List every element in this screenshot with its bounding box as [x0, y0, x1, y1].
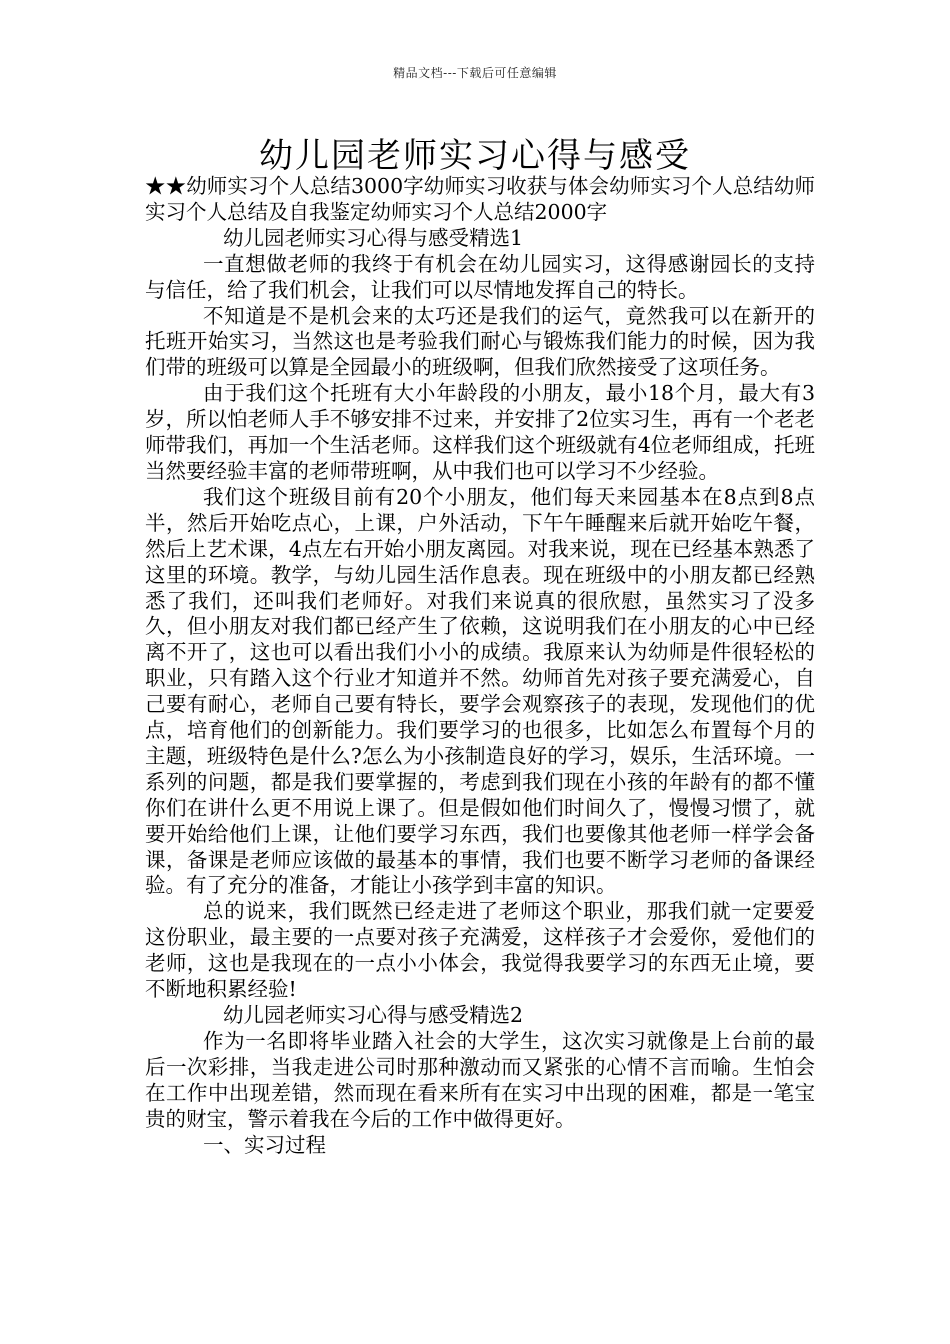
page-title: 幼儿园老师实习心得与感受	[259, 136, 691, 176]
paragraph: 一直想做老师的我终于有机会在幼儿园实习，这得感谢园长的支持与信任，给了我们机会，让我们可以尽情地发挥自己的特长。	[145, 251, 815, 302]
page-header: 精品文档---下载后可任意编辑	[393, 66, 557, 80]
paragraph: 总的说来，我们既然已经走进了老师这个职业，那我们就一定要爱这份职业，最主要的一点要对孩子充满爱，这样孩子才会爱你，爱他们的老师，这也是我现在的一点小小体会，我觉得我要学习的东西无止境，要不断地积累经验!	[145, 899, 815, 1002]
section-heading-2: 幼儿园老师实习心得与感受精选2	[223, 1003, 524, 1027]
document-body	[145, 174, 815, 1158]
section-heading-1: 幼儿园老师实习心得与感受精选1	[223, 225, 524, 250]
subheading: 一、实习过程	[203, 1132, 326, 1157]
lead-paragraph: ★★幼师实习个人总结3000字幼师实习收获与体会幼师实习个人总结幼师实习个人总结及自我鉴定幼师实习个人总结2000字	[145, 174, 815, 224]
paragraph: 由于我们这个托班有大小年龄段的小朋友，最小18个月，最大有3岁，所以怕老师人手不够安排不过来，并安排了2位实习生，再有一个老老师带我们，再加一个生活老师。这样我们这个班级就有4位老师组成，托班当然要经验丰富的老师带班啊，从中我们也可以学习不少经验。	[145, 381, 815, 483]
paragraph: 不知道是不是机会来的太巧还是我们的运气，竟然我可以在新开的托班开始实习，当然这也是考验我们耐心与锻炼我们能力的时候，因为我们带的班级可以算是全园最小的班级啊，但我们欣然接受了这项任务。	[145, 303, 815, 380]
paragraph: 我们这个班级目前有20个小朋友，他们每天来园基本在8点到8点半，然后开始吃点心，上课，户外活动，下午午睡醒来后就开始吃午餐，然后上艺术课，4点左右开始小朋友离园。对我来说，现在已经基本熟悉了这里的环境。教学，与幼儿园生活作息表。现在班级中的小朋友都已经熟悉了我们，还叫我们老师好。对我们来说真的很欣慰，虽然实习了没多久，但小朋友对我们都已经产生了依赖，这说明我们在小朋友的心中已经离不开了，这也可以看出我们小小的成绩。我原来认为幼师是件很轻松的职业，只有踏入这个行业才知道并不然。幼师首先对孩子要充满爱心，自己要有耐心，老师自己要有特长，要学会观察孩子的表现，发现他们的优点，培育他们的创新能力。我们要学习的也很多，比如怎么布置每个月的主题，班级特色是什么?怎么为小孩制造良好的学习，娱乐，生活环境。一系列的问题，都是我们要掌握的，考虑到我们现在小孩的年龄有的都不懂你们在讲什么更不用说上课了。但是假如他们时间久了，慢慢习惯了，就要开始给他们上课，让他们要学习东西，我们也要像其他老师一样学会备课，备课是老师应该做的最基本的事情，我们也要不断学习老师的备课经验。有了充分的准备，才能让小孩学到丰富的知识。	[145, 484, 815, 898]
paragraph: 作为一名即将毕业踏入社会的大学生，这次实习就像是上台前的最后一次彩排，当我走进公司时那种激动而又紧张的心情不言而喻。生怕会在工作中出现差错，然而现在看来所有在实习中出现的困难，都是一笔宝贵的财宝，警示着我在今后的工作中做得更好。	[145, 1028, 815, 1131]
